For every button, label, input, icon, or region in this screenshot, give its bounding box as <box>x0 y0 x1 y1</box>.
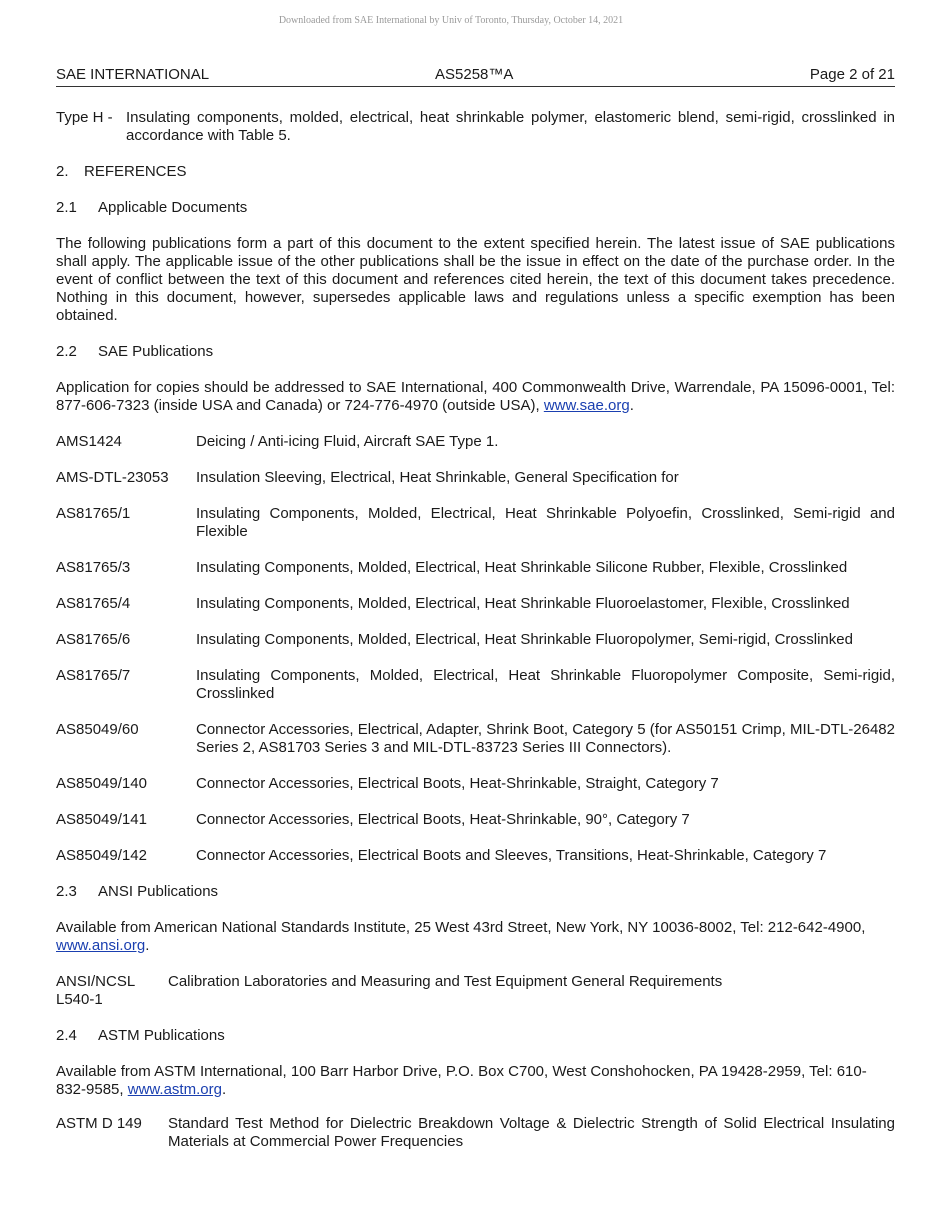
ansi-website-link[interactable]: www.ansi.org <box>56 937 146 954</box>
sae-reference-entry <box>56 847 895 865</box>
subsection-heading-applicable-documents <box>56 199 895 217</box>
reference-code: AMS1424 <box>56 433 122 450</box>
reference-title: Insulating Components, Molded, Electrical, Heat Shrinkable Silicone Rubber, Flexible, Crosslinked <box>196 559 848 576</box>
reference-code: AS85049/60 <box>56 721 139 738</box>
subsection-title: SAE Publications <box>98 343 214 360</box>
reference-code: AS85049/142 <box>56 847 147 864</box>
header-page-number: Page 2 of 21 <box>809 66 895 83</box>
subsection-title: Applicable Documents <box>98 199 248 216</box>
sentence-end: . <box>221 1081 227 1098</box>
sae-reference-entry <box>56 469 895 487</box>
subsection-heading-astm-publications <box>56 1027 895 1045</box>
sae-reference-entry <box>56 433 895 451</box>
sae-reference-entry <box>56 667 895 703</box>
section-heading-references <box>56 163 895 181</box>
type-h-label: Type H - <box>56 109 113 126</box>
astm-reference-entry <box>56 1115 895 1151</box>
sae-reference-entry <box>56 559 895 577</box>
reference-code: AS85049/141 <box>56 811 147 828</box>
reference-title: Standard Test Method for Dielectric Breakdown Voltage & Dielectric Strength of Solid Electrical Insulating Materials at Commercial Power Frequencies <box>168 1115 895 1150</box>
sae-reference-entry <box>56 811 895 829</box>
sae-reference-list <box>56 433 895 883</box>
subsection-heading-sae-publications <box>56 343 895 361</box>
reference-title: Connector Accessories, Electrical Boots and Sleeves, Transitions, Heat-Shrinkable, Category 7 <box>196 847 827 864</box>
reference-title: Calibration Laboratories and Measuring and Test Equipment General Requirements <box>168 973 723 990</box>
type-h-text: Insulating components, molded, electrical, heat shrinkable polymer, elastomeric blend, semi-rigid, crosslinked in accordance with Table 5. <box>126 109 895 144</box>
reference-title: Connector Accessories, Electrical, Adapter, Shrink Boot, Category 5 (for AS50151 Crimp, MIL-DTL-26482 Series 2, AS81703 Series 3 and MIL-DTL-83723 Series III Connectors). <box>196 721 895 756</box>
sae-website-link[interactable]: www.sae.org <box>543 397 630 414</box>
sae-address-text: Application for copies should be addressed to SAE International, 400 Commonwealth Drive, Warrendale, PA 15096-0001, Tel: 877-606-7323 (inside USA and Canada) or 724-776-4970 (outside USA), <box>56 379 895 414</box>
reference-title: Connector Accessories, Electrical Boots, Heat-Shrinkable, 90°, Category 7 <box>196 811 690 828</box>
sae-reference-entry <box>56 775 895 793</box>
subsection-title: ANSI Publications <box>98 883 219 900</box>
astm-address-paragraph <box>56 1063 895 1099</box>
subsection-number: 2.2 <box>56 343 77 360</box>
astm-website-link[interactable]: www.astm.org <box>127 1081 222 1098</box>
ansi-reference-entry <box>56 973 895 1009</box>
type-h-definition <box>56 109 895 145</box>
subsection-number: 2.4 <box>56 1027 77 1044</box>
download-watermark: Downloaded from SAE International by Univ of Toronto, Thursday, October 14, 2021 <box>278 15 624 26</box>
sae-address-paragraph <box>56 379 895 415</box>
ansi-address-paragraph <box>56 919 895 955</box>
reference-code: AS81765/7 <box>56 667 131 684</box>
header-doc-number: AS5258™A <box>435 66 514 83</box>
reference-code: AS85049/140 <box>56 775 147 792</box>
header-org: SAE INTERNATIONAL <box>56 66 210 83</box>
reference-code: ASTM D 149 <box>56 1115 142 1132</box>
section-number: 2. <box>56 163 69 180</box>
reference-title: Deicing / Anti-icing Fluid, Aircraft SAE Type 1. <box>196 433 499 450</box>
subsection-number: 2.3 <box>56 883 77 900</box>
reference-title: Insulating Components, Molded, Electrical, Heat Shrinkable Polyoefin, Crosslinked, Semi-rigid and Flexible <box>196 505 895 540</box>
document-body <box>56 109 895 1151</box>
reference-code: AS81765/3 <box>56 559 131 576</box>
sae-reference-entry <box>56 595 895 613</box>
ansi-address-text: Available from American National Standards Institute, 25 West 43rd Street, New York, NY 10036-8002, Tel: 212-642-4900, <box>56 919 866 936</box>
reference-title: Insulating Components, Molded, Electrical, Heat Shrinkable Fluoroelastomer, Flexible, Crosslinked <box>196 595 850 612</box>
reference-title: Insulating Components, Molded, Electrical, Heat Shrinkable Fluoropolymer Composite, Semi-rigid, Crosslinked <box>196 667 895 702</box>
subsection-number: 2.1 <box>56 199 77 216</box>
sae-reference-entry <box>56 505 895 541</box>
subsection-heading-ansi-publications <box>56 883 895 901</box>
subsection-title: ASTM Publications <box>98 1027 225 1044</box>
reference-title: Insulating Components, Molded, Electrical, Heat Shrinkable Fluoropolymer, Semi-rigid, Crosslinked <box>196 631 853 648</box>
astm-address-text: Available from ASTM International, 100 Barr Harbor Drive, P.O. Box C700, West Conshohocken, PA 19428-2959, Tel: 610-832-9585, <box>56 1063 867 1098</box>
reference-title: Connector Accessories, Electrical Boots, Heat-Shrinkable, Straight, Category 7 <box>196 775 719 792</box>
section-title: REFERENCES <box>84 163 187 180</box>
reference-code: AS81765/6 <box>56 631 131 648</box>
sentence-end: . <box>629 397 634 414</box>
sae-reference-entry <box>56 721 895 757</box>
reference-code: ANSI/NCSL L540-1 <box>56 973 135 1008</box>
reference-code: AS81765/1 <box>56 505 131 522</box>
page-header <box>56 66 895 87</box>
sae-reference-entry <box>56 631 895 649</box>
reference-code: AS81765/4 <box>56 595 131 612</box>
applicable-documents-paragraph: The following publications form a part of this document to the extent specified herein. The latest issue of SAE publications shall apply. The applicable issue of the other publications shall be the issue in effect on the date of the purchase order. In the event of conflict between the text of this document and references cited herein, the text of this document takes precedence. Nothing in this document, however, supersedes applicable laws and regulations unless a specific exemption has been obtained. <box>56 235 895 324</box>
sentence-end: . <box>145 937 150 954</box>
reference-code: AMS-DTL-23053 <box>56 469 169 486</box>
reference-title: Insulation Sleeving, Electrical, Heat Shrinkable, General Specification for <box>196 469 679 486</box>
